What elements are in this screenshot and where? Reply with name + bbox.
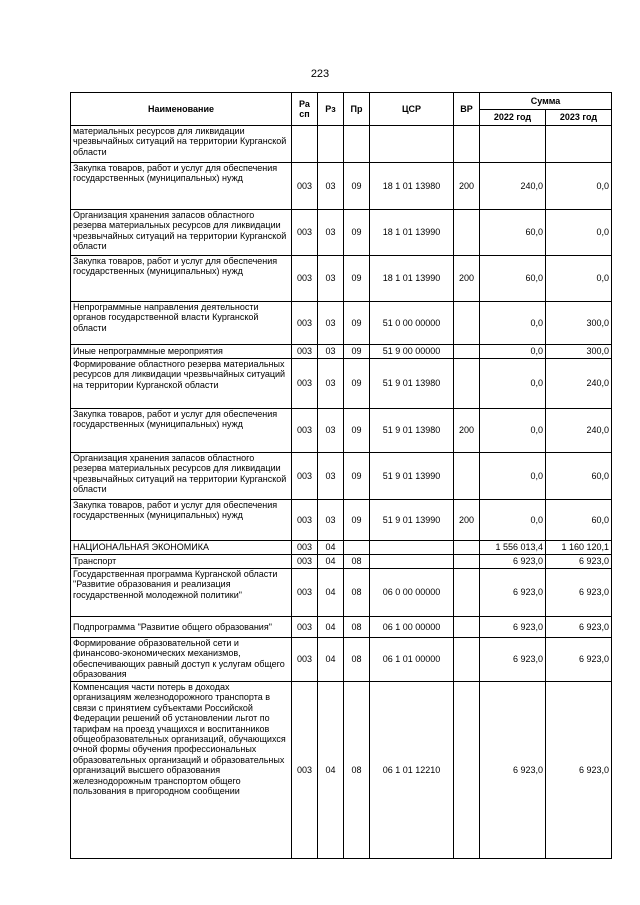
cell-vr: 200 bbox=[454, 409, 480, 453]
table-row bbox=[71, 500, 612, 541]
header-name: Наименование bbox=[71, 93, 292, 126]
cell-rasp: 003 bbox=[292, 345, 318, 359]
cell-amount-2023 bbox=[546, 126, 612, 163]
table-row bbox=[71, 682, 612, 859]
cell-amount-2022: 6 923,0 bbox=[480, 569, 546, 617]
cell-csr: 06 1 01 12210 bbox=[370, 682, 454, 859]
cell-amount-2022: 1 556 013,4 bbox=[480, 541, 546, 555]
cell-amount-2023: 6 923,0 bbox=[546, 569, 612, 617]
table-row bbox=[71, 638, 612, 682]
cell-amount-2023: 300,0 bbox=[546, 302, 612, 345]
cell-rasp: 003 bbox=[292, 569, 318, 617]
cell-rz: 03 bbox=[318, 409, 344, 453]
cell-amount-2022: 6 923,0 bbox=[480, 638, 546, 682]
cell-amount-2022: 6 923,0 bbox=[480, 682, 546, 859]
cell-rz: 03 bbox=[318, 210, 344, 256]
cell-csr bbox=[370, 541, 454, 555]
table-row bbox=[71, 256, 612, 302]
cell-name: Закупка товаров, работ и услуг для обеспечения государственных (муниципальных) нужд bbox=[71, 256, 292, 302]
cell-name: Закупка товаров, работ и услуг для обеспечения государственных (муниципальных) нужд bbox=[71, 409, 292, 453]
table-row bbox=[71, 555, 612, 569]
cell-csr: 06 1 01 00000 bbox=[370, 638, 454, 682]
cell-rasp: 003 bbox=[292, 409, 318, 453]
cell-rz: 04 bbox=[318, 541, 344, 555]
cell-rasp bbox=[292, 126, 318, 163]
cell-vr bbox=[454, 126, 480, 163]
cell-pr: 09 bbox=[344, 302, 370, 345]
header-csr: ЦСР bbox=[370, 93, 454, 126]
cell-amount-2022: 0,0 bbox=[480, 453, 546, 500]
cell-amount-2023: 6 923,0 bbox=[546, 555, 612, 569]
cell-amount-2023: 6 923,0 bbox=[546, 638, 612, 682]
cell-pr: 08 bbox=[344, 555, 370, 569]
cell-rz bbox=[318, 126, 344, 163]
cell-amount-2023: 60,0 bbox=[546, 453, 612, 500]
cell-rz: 03 bbox=[318, 453, 344, 500]
cell-name: Государственная программа Курганской области "Развитие образования и реализация государственной молодежной политики" bbox=[71, 569, 292, 617]
page-number: 223 bbox=[310, 68, 330, 80]
cell-pr: 09 bbox=[344, 210, 370, 256]
cell-name: Закупка товаров, работ и услуг для обеспечения государственных (муниципальных) нужд bbox=[71, 163, 292, 210]
cell-pr: 09 bbox=[344, 409, 370, 453]
cell-rz: 03 bbox=[318, 163, 344, 210]
cell-amount-2022: 60,0 bbox=[480, 256, 546, 302]
cell-amount-2022: 0,0 bbox=[480, 500, 546, 541]
cell-name: Формирование образовательной сети и финансово-экономических механизмов, обеспечивающих равный доступ к услугам общего образования bbox=[71, 638, 292, 682]
cell-vr bbox=[454, 210, 480, 256]
cell-name: Иные непрограммные мероприятия bbox=[71, 345, 292, 359]
cell-csr: 06 0 00 00000 bbox=[370, 569, 454, 617]
cell-name: Транспорт bbox=[71, 555, 292, 569]
cell-pr: 08 bbox=[344, 638, 370, 682]
cell-rasp: 003 bbox=[292, 500, 318, 541]
cell-csr: 51 9 01 13990 bbox=[370, 500, 454, 541]
cell-rz: 03 bbox=[318, 359, 344, 409]
cell-rz: 03 bbox=[318, 345, 344, 359]
header-year-2022: 2022 год bbox=[480, 110, 546, 126]
cell-rasp: 003 bbox=[292, 302, 318, 345]
cell-csr: 06 1 00 00000 bbox=[370, 617, 454, 638]
cell-vr bbox=[454, 453, 480, 500]
table-row bbox=[71, 302, 612, 345]
cell-vr bbox=[454, 682, 480, 859]
cell-pr: 09 bbox=[344, 256, 370, 302]
header-pr: Пр bbox=[344, 93, 370, 126]
cell-csr bbox=[370, 126, 454, 163]
cell-amount-2022: 60,0 bbox=[480, 210, 546, 256]
table-row bbox=[71, 409, 612, 453]
cell-name: Организация хранения запасов областного резерва материальных ресурсов для ликвидации чрезвычайных ситуаций на территории Курганской области bbox=[71, 210, 292, 256]
cell-name: Подпрограмма "Развитие общего образования" bbox=[71, 617, 292, 638]
table-row bbox=[71, 359, 612, 409]
cell-csr: 18 1 01 13980 bbox=[370, 163, 454, 210]
cell-rasp: 003 bbox=[292, 256, 318, 302]
cell-amount-2022: 0,0 bbox=[480, 409, 546, 453]
cell-vr bbox=[454, 555, 480, 569]
cell-rasp: 003 bbox=[292, 541, 318, 555]
cell-pr bbox=[344, 541, 370, 555]
cell-amount-2022: 0,0 bbox=[480, 345, 546, 359]
cell-amount-2023: 1 160 120,1 bbox=[546, 541, 612, 555]
table-row bbox=[71, 163, 612, 210]
cell-pr: 08 bbox=[344, 617, 370, 638]
cell-vr: 200 bbox=[454, 256, 480, 302]
cell-csr: 51 9 01 13980 bbox=[370, 359, 454, 409]
cell-rz: 03 bbox=[318, 302, 344, 345]
cell-vr bbox=[454, 302, 480, 345]
cell-pr: 09 bbox=[344, 359, 370, 409]
cell-csr: 18 1 01 13990 bbox=[370, 210, 454, 256]
header-rasp: Ра сп bbox=[292, 93, 318, 126]
cell-rz: 03 bbox=[318, 500, 344, 541]
cell-vr bbox=[454, 345, 480, 359]
table-row bbox=[71, 617, 612, 638]
cell-name: Организация хранения запасов областного резерва материальных ресурсов для ликвидации чрезвычайных ситуаций на территории Курганской области bbox=[71, 453, 292, 500]
cell-vr: 200 bbox=[454, 500, 480, 541]
cell-name: материальных ресурсов для ликвидации чрезвычайных ситуаций на территории Курганской области bbox=[71, 126, 292, 163]
cell-rasp: 003 bbox=[292, 617, 318, 638]
table-row bbox=[71, 126, 612, 163]
cell-name: Компенсация части потерь в доходах организациям железнодорожного транспорта в связи с принятием субъектами Российской Федерации решений об установлении льгот по тарифам на проезд учащихся и воспитанников общеобразовательных организаций, обучающихся очной формы обучения профессиональных образовательных организаций и образовательных организаций высшего образования железнодорожным транспортом общего пользования в пригородном сообщении bbox=[71, 682, 292, 859]
cell-pr: 09 bbox=[344, 453, 370, 500]
cell-amount-2023: 60,0 bbox=[546, 500, 612, 541]
cell-amount-2022: 6 923,0 bbox=[480, 555, 546, 569]
cell-vr bbox=[454, 541, 480, 555]
header-year-2023: 2023 год bbox=[546, 110, 612, 126]
cell-pr: 08 bbox=[344, 569, 370, 617]
cell-amount-2023: 240,0 bbox=[546, 409, 612, 453]
table-row bbox=[71, 569, 612, 617]
cell-amount-2023: 0,0 bbox=[546, 163, 612, 210]
cell-vr bbox=[454, 359, 480, 409]
cell-amount-2023: 6 923,0 bbox=[546, 617, 612, 638]
cell-csr: 51 9 01 13980 bbox=[370, 409, 454, 453]
cell-vr bbox=[454, 569, 480, 617]
cell-csr: 51 9 00 00000 bbox=[370, 345, 454, 359]
cell-csr bbox=[370, 555, 454, 569]
cell-csr: 18 1 01 13990 bbox=[370, 256, 454, 302]
cell-amount-2022: 240,0 bbox=[480, 163, 546, 210]
cell-pr bbox=[344, 126, 370, 163]
cell-pr: 08 bbox=[344, 682, 370, 859]
header-rz: Рз bbox=[318, 93, 344, 126]
cell-name: Формирование областного резерва материальных ресурсов для ликвидации чрезвычайных ситуаций на территории Курганской области bbox=[71, 359, 292, 409]
cell-rasp: 003 bbox=[292, 210, 318, 256]
cell-rz: 04 bbox=[318, 638, 344, 682]
header-sum: Сумма bbox=[480, 93, 612, 110]
cell-amount-2022: 6 923,0 bbox=[480, 617, 546, 638]
table-row bbox=[71, 210, 612, 256]
cell-name: Закупка товаров, работ и услуг для обеспечения государственных (муниципальных) нужд bbox=[71, 500, 292, 541]
table-row bbox=[71, 453, 612, 500]
cell-rz: 04 bbox=[318, 569, 344, 617]
table-row bbox=[71, 541, 612, 555]
cell-amount-2022: 0,0 bbox=[480, 359, 546, 409]
table-row bbox=[71, 345, 612, 359]
cell-amount-2022 bbox=[480, 126, 546, 163]
cell-rasp: 003 bbox=[292, 638, 318, 682]
cell-rasp: 003 bbox=[292, 555, 318, 569]
cell-pr: 09 bbox=[344, 500, 370, 541]
cell-rz: 04 bbox=[318, 617, 344, 638]
cell-rz: 04 bbox=[318, 682, 344, 859]
cell-pr: 09 bbox=[344, 345, 370, 359]
cell-amount-2023: 300,0 bbox=[546, 345, 612, 359]
cell-name: НАЦИОНАЛЬНАЯ ЭКОНОМИКА bbox=[71, 541, 292, 555]
cell-pr: 09 bbox=[344, 163, 370, 210]
cell-amount-2023: 0,0 bbox=[546, 210, 612, 256]
cell-amount-2023: 6 923,0 bbox=[546, 682, 612, 859]
cell-rasp: 003 bbox=[292, 453, 318, 500]
cell-rz: 04 bbox=[318, 555, 344, 569]
cell-amount-2023: 0,0 bbox=[546, 256, 612, 302]
cell-amount-2023: 240,0 bbox=[546, 359, 612, 409]
cell-csr: 51 0 00 00000 bbox=[370, 302, 454, 345]
cell-rasp: 003 bbox=[292, 682, 318, 859]
cell-rz: 03 bbox=[318, 256, 344, 302]
cell-name: Непрограммные направления деятельности органов государственной власти Курганской области bbox=[71, 302, 292, 345]
cell-amount-2022: 0,0 bbox=[480, 302, 546, 345]
budget-table bbox=[70, 92, 612, 859]
cell-rasp: 003 bbox=[292, 163, 318, 210]
cell-rasp: 003 bbox=[292, 359, 318, 409]
cell-vr bbox=[454, 638, 480, 682]
cell-vr: 200 bbox=[454, 163, 480, 210]
cell-vr bbox=[454, 617, 480, 638]
cell-csr: 51 9 01 13990 bbox=[370, 453, 454, 500]
header-vr: ВР bbox=[454, 93, 480, 126]
